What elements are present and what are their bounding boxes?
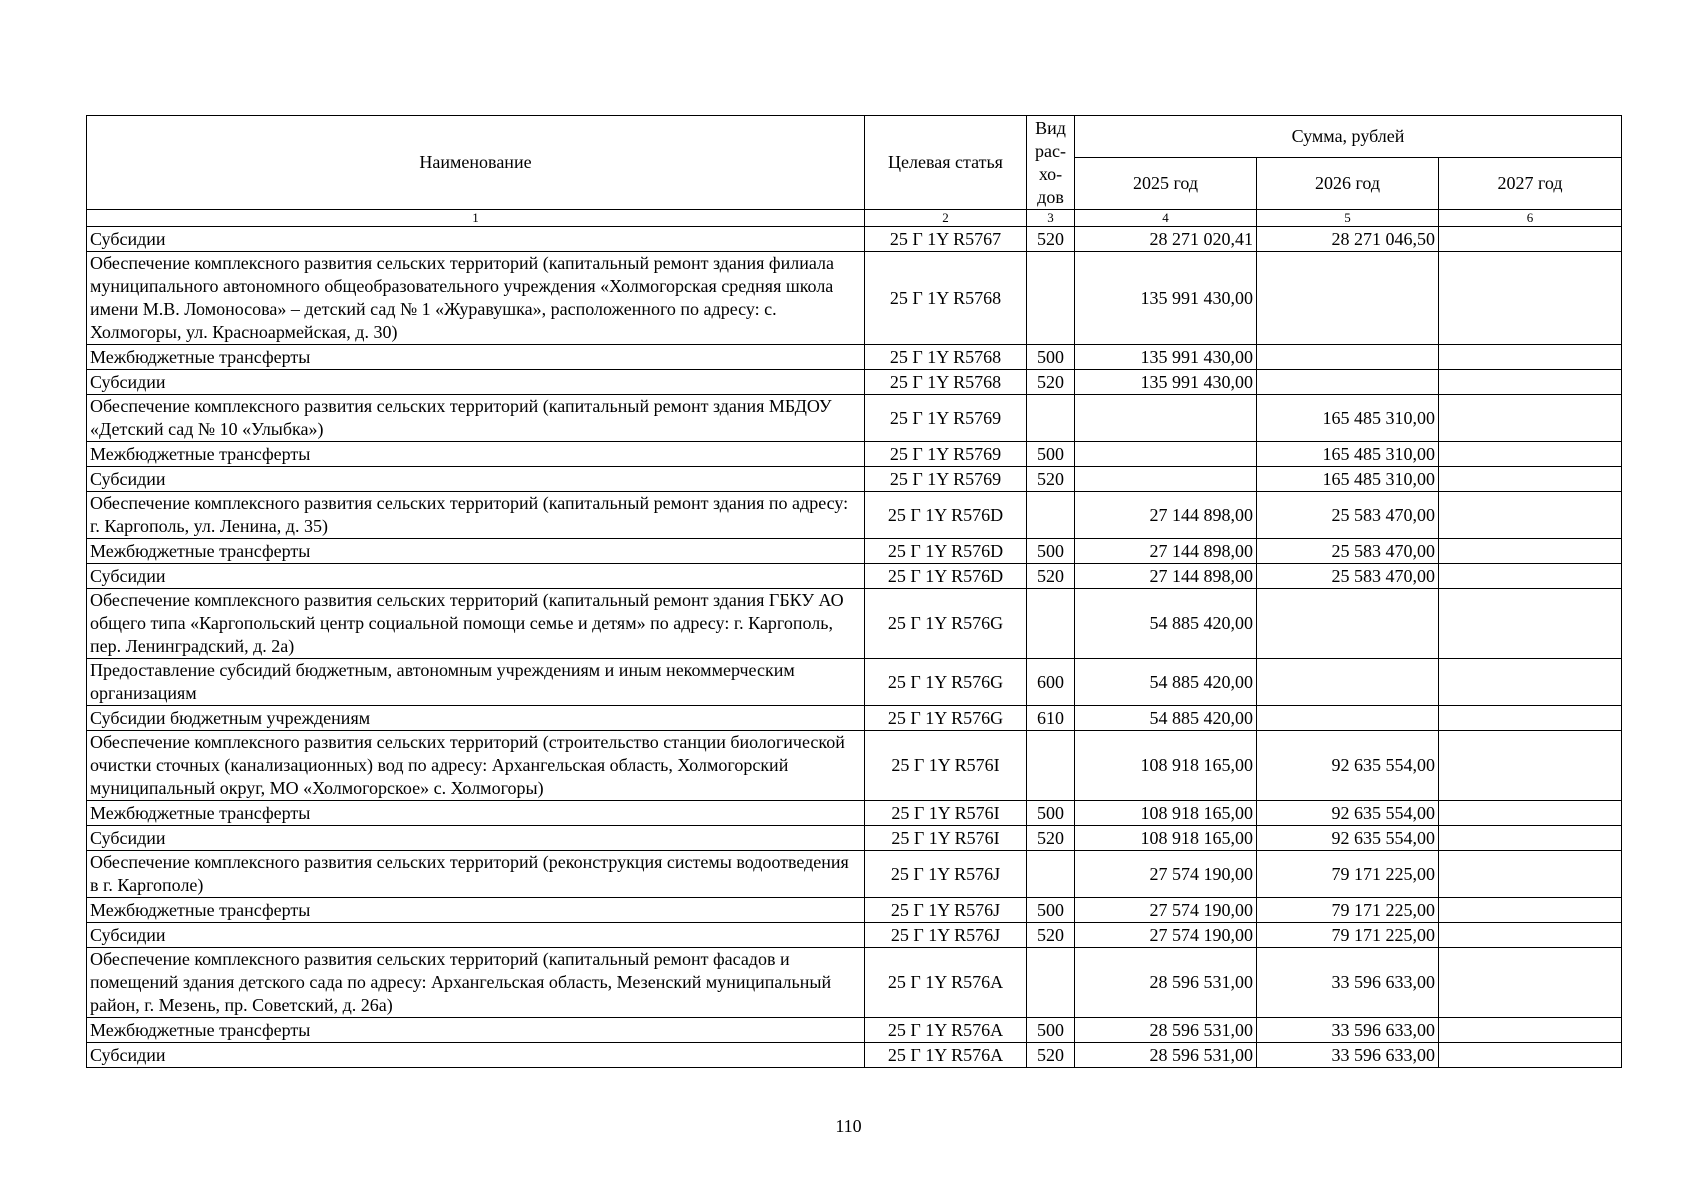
row-name: Межбюджетные трансферты	[87, 345, 865, 370]
row-name: Межбюджетные трансферты	[87, 442, 865, 467]
table-row	[87, 589, 1622, 659]
row-amount-2027	[1439, 467, 1622, 492]
row-expense-type: 500	[1027, 898, 1075, 923]
column-number: 2	[865, 210, 1027, 227]
row-target-article: 25 Г 1Y R5769	[865, 467, 1027, 492]
row-target-article: 25 Г 1Y R576I	[865, 826, 1027, 851]
row-amount-2027	[1439, 395, 1622, 442]
row-name: Обеспечение комплексного развития сельских территорий (капитальный ремонт фасадов и помещений здания детского сада по адресу: Архангельская область, Мезенский муниципальный район, г. Мезень, пр. Советский, д. 26а)	[87, 948, 865, 1018]
row-amount-2025	[1075, 467, 1257, 492]
row-amount-2025: 54 885 420,00	[1075, 589, 1257, 659]
row-amount-2026: 25 583 470,00	[1257, 564, 1439, 589]
row-name: Обеспечение комплексного развития сельских территорий (капитальный ремонт здания филиала муниципального автономного общеобразовательного учреждения «Холмогорская средняя школа имени М.В. Ломоносова» – детский сад № 1 «Журавушка», расположенного по адресу: с. Холмогоры, ул. Красноармейская, д. 30)	[87, 252, 865, 345]
row-name: Субсидии	[87, 1043, 865, 1068]
row-amount-2027	[1439, 442, 1622, 467]
row-target-article: 25 Г 1Y R576I	[865, 801, 1027, 826]
table-row	[87, 659, 1622, 706]
row-amount-2025: 27 574 190,00	[1075, 898, 1257, 923]
header-year-2026: 2026 год	[1257, 158, 1439, 210]
row-amount-2026	[1257, 589, 1439, 659]
column-number: 4	[1075, 210, 1257, 227]
row-amount-2027	[1439, 539, 1622, 564]
row-amount-2027	[1439, 898, 1622, 923]
row-amount-2027	[1439, 1043, 1622, 1068]
row-amount-2026: 25 583 470,00	[1257, 539, 1439, 564]
row-amount-2027	[1439, 564, 1622, 589]
row-expense-type	[1027, 948, 1075, 1018]
row-name: Обеспечение комплексного развития сельских территорий (капитальный ремонт здания МБДОУ «Детский сад № 10 «Улыбка»)	[87, 395, 865, 442]
row-amount-2026: 33 596 633,00	[1257, 948, 1439, 1018]
budget-table	[86, 115, 1622, 1068]
row-expense-type: 610	[1027, 706, 1075, 731]
row-target-article: 25 Г 1Y R5768	[865, 345, 1027, 370]
row-expense-type	[1027, 851, 1075, 898]
row-target-article: 25 Г 1Y R5769	[865, 442, 1027, 467]
row-amount-2026: 25 583 470,00	[1257, 492, 1439, 539]
row-amount-2026: 92 635 554,00	[1257, 801, 1439, 826]
page-number: 110	[835, 1116, 862, 1136]
row-amount-2027	[1439, 370, 1622, 395]
row-target-article: 25 Г 1Y R576I	[865, 731, 1027, 801]
row-expense-type: 520	[1027, 227, 1075, 252]
table-row	[87, 467, 1622, 492]
table-row	[87, 227, 1622, 252]
table-row	[87, 923, 1622, 948]
column-number: 6	[1439, 210, 1622, 227]
row-name: Предоставление субсидий бюджетным, автономным учреждениям и иным некоммерческим организациям	[87, 659, 865, 706]
header-year-2025: 2025 год	[1075, 158, 1257, 210]
row-amount-2025: 27 144 898,00	[1075, 492, 1257, 539]
row-name: Обеспечение комплексного развития сельских территорий (капитальный ремонт здания по адресу: г. Каргополь, ул. Ленина, д. 35)	[87, 492, 865, 539]
row-target-article: 25 Г 1Y R576J	[865, 898, 1027, 923]
column-number-row	[87, 210, 1622, 227]
row-expense-type: 500	[1027, 345, 1075, 370]
table-row	[87, 492, 1622, 539]
row-amount-2026: 92 635 554,00	[1257, 826, 1439, 851]
header-year-2027: 2027 год	[1439, 158, 1622, 210]
row-expense-type: 520	[1027, 923, 1075, 948]
row-amount-2025: 54 885 420,00	[1075, 706, 1257, 731]
row-amount-2026	[1257, 659, 1439, 706]
table-row	[87, 564, 1622, 589]
row-target-article: 25 Г 1Y R576G	[865, 659, 1027, 706]
row-target-article: 25 Г 1Y R576D	[865, 539, 1027, 564]
row-amount-2026: 165 485 310,00	[1257, 442, 1439, 467]
table-row	[87, 539, 1622, 564]
table-row	[87, 801, 1622, 826]
row-amount-2026: 92 635 554,00	[1257, 731, 1439, 801]
row-name: Обеспечение комплексного развития сельских территорий (капитальный ремонт здания ГБКУ АО общего типа «Каргопольский центр социальной помощи семье и детям» по адресу: г. Каргополь, пер. Ленинградский, д. 2а)	[87, 589, 865, 659]
row-amount-2025: 27 144 898,00	[1075, 539, 1257, 564]
row-target-article: 25 Г 1Y R576A	[865, 1043, 1027, 1068]
row-name: Субсидии	[87, 227, 865, 252]
row-expense-type: 520	[1027, 467, 1075, 492]
table-header	[87, 116, 1622, 227]
row-target-article: 25 Г 1Y R5768	[865, 370, 1027, 395]
row-amount-2026	[1257, 252, 1439, 345]
row-expense-type: 500	[1027, 442, 1075, 467]
row-amount-2025: 28 596 531,00	[1075, 948, 1257, 1018]
row-amount-2026: 165 485 310,00	[1257, 395, 1439, 442]
row-amount-2025: 27 144 898,00	[1075, 564, 1257, 589]
table-row	[87, 898, 1622, 923]
row-amount-2026: 33 596 633,00	[1257, 1018, 1439, 1043]
row-amount-2027	[1439, 851, 1622, 898]
row-name: Межбюджетные трансферты	[87, 539, 865, 564]
row-target-article: 25 Г 1Y R576D	[865, 564, 1027, 589]
table-row	[87, 252, 1622, 345]
row-amount-2025: 27 574 190,00	[1075, 923, 1257, 948]
row-amount-2027	[1439, 492, 1622, 539]
row-amount-2027	[1439, 1018, 1622, 1043]
row-target-article: 25 Г 1Y R576G	[865, 706, 1027, 731]
row-amount-2025: 108 918 165,00	[1075, 801, 1257, 826]
table-row	[87, 370, 1622, 395]
row-amount-2027	[1439, 659, 1622, 706]
table-row	[87, 442, 1622, 467]
table-row	[87, 345, 1622, 370]
column-number: 1	[87, 210, 865, 227]
row-amount-2026	[1257, 706, 1439, 731]
header-sum: Сумма, рублей	[1075, 116, 1622, 158]
row-amount-2027	[1439, 227, 1622, 252]
row-amount-2025: 135 991 430,00	[1075, 252, 1257, 345]
row-name: Обеспечение комплексного развития сельских территорий (реконструкция системы водоотведения в г. Каргополе)	[87, 851, 865, 898]
column-number: 5	[1257, 210, 1439, 227]
row-name: Межбюджетные трансферты	[87, 1018, 865, 1043]
row-amount-2025: 28 596 531,00	[1075, 1043, 1257, 1068]
row-amount-2025: 27 574 190,00	[1075, 851, 1257, 898]
row-name: Субсидии	[87, 370, 865, 395]
row-amount-2025	[1075, 395, 1257, 442]
row-amount-2025: 28 271 020,41	[1075, 227, 1257, 252]
row-expense-type: 500	[1027, 801, 1075, 826]
row-amount-2025: 108 918 165,00	[1075, 731, 1257, 801]
row-amount-2027	[1439, 706, 1622, 731]
row-target-article: 25 Г 1Y R5768	[865, 252, 1027, 345]
row-amount-2025: 54 885 420,00	[1075, 659, 1257, 706]
row-amount-2027	[1439, 345, 1622, 370]
table-row	[87, 851, 1622, 898]
row-amount-2026: 33 596 633,00	[1257, 1043, 1439, 1068]
row-amount-2026	[1257, 345, 1439, 370]
row-expense-type: 520	[1027, 1043, 1075, 1068]
table-row	[87, 731, 1622, 801]
row-amount-2026: 28 271 046,50	[1257, 227, 1439, 252]
row-amount-2027	[1439, 252, 1622, 345]
row-name: Субсидии	[87, 467, 865, 492]
row-amount-2025	[1075, 442, 1257, 467]
row-name: Субсидии	[87, 826, 865, 851]
budget-table-container	[86, 115, 1621, 1068]
row-expense-type: 520	[1027, 826, 1075, 851]
header-target-article: Целевая статья	[865, 116, 1027, 210]
row-name: Обеспечение комплексного развития сельских территорий (строительство станции биологической очистки сточных (канализационных) вод по адресу: Архангельская область, Холмогорский муниципальный округ, МО «Холмогорское» с. Холмогоры)	[87, 731, 865, 801]
row-amount-2027	[1439, 826, 1622, 851]
column-number: 3	[1027, 210, 1075, 227]
row-amount-2027	[1439, 731, 1622, 801]
row-expense-type: 520	[1027, 370, 1075, 395]
table-row	[87, 395, 1622, 442]
table-row	[87, 948, 1622, 1018]
row-target-article: 25 Г 1Y R576J	[865, 923, 1027, 948]
row-amount-2026: 79 171 225,00	[1257, 898, 1439, 923]
row-name: Субсидии	[87, 564, 865, 589]
row-expense-type	[1027, 731, 1075, 801]
row-expense-type: 600	[1027, 659, 1075, 706]
row-amount-2025: 108 918 165,00	[1075, 826, 1257, 851]
row-target-article: 25 Г 1Y R5769	[865, 395, 1027, 442]
row-expense-type	[1027, 252, 1075, 345]
header-expense-type: Вид рас-хо-дов	[1027, 116, 1075, 210]
row-amount-2027	[1439, 948, 1622, 1018]
row-name: Субсидии бюджетным учреждениям	[87, 706, 865, 731]
row-expense-type: 520	[1027, 564, 1075, 589]
row-amount-2026	[1257, 370, 1439, 395]
row-target-article: 25 Г 1Y R576J	[865, 851, 1027, 898]
table-row	[87, 706, 1622, 731]
row-amount-2025: 135 991 430,00	[1075, 370, 1257, 395]
table-row	[87, 1018, 1622, 1043]
row-target-article: 25 Г 1Y R576D	[865, 492, 1027, 539]
row-amount-2025: 28 596 531,00	[1075, 1018, 1257, 1043]
row-target-article: 25 Г 1Y R576A	[865, 1018, 1027, 1043]
row-expense-type	[1027, 492, 1075, 539]
table-row	[87, 1043, 1622, 1068]
table-row	[87, 826, 1622, 851]
row-amount-2025: 135 991 430,00	[1075, 345, 1257, 370]
row-expense-type	[1027, 589, 1075, 659]
row-amount-2026: 79 171 225,00	[1257, 851, 1439, 898]
row-target-article: 25 Г 1Y R576A	[865, 948, 1027, 1018]
row-amount-2027	[1439, 923, 1622, 948]
row-amount-2027	[1439, 589, 1622, 659]
row-amount-2027	[1439, 801, 1622, 826]
row-expense-type	[1027, 395, 1075, 442]
row-target-article: 25 Г 1Y R576G	[865, 589, 1027, 659]
row-name: Субсидии	[87, 923, 865, 948]
row-amount-2026: 79 171 225,00	[1257, 923, 1439, 948]
row-expense-type: 500	[1027, 1018, 1075, 1043]
row-name: Межбюджетные трансферты	[87, 898, 865, 923]
header-name: Наименование	[87, 116, 865, 210]
row-amount-2026: 165 485 310,00	[1257, 467, 1439, 492]
row-target-article: 25 Г 1Y R5767	[865, 227, 1027, 252]
row-expense-type: 500	[1027, 539, 1075, 564]
table-body	[87, 227, 1622, 1068]
row-name: Межбюджетные трансферты	[87, 801, 865, 826]
